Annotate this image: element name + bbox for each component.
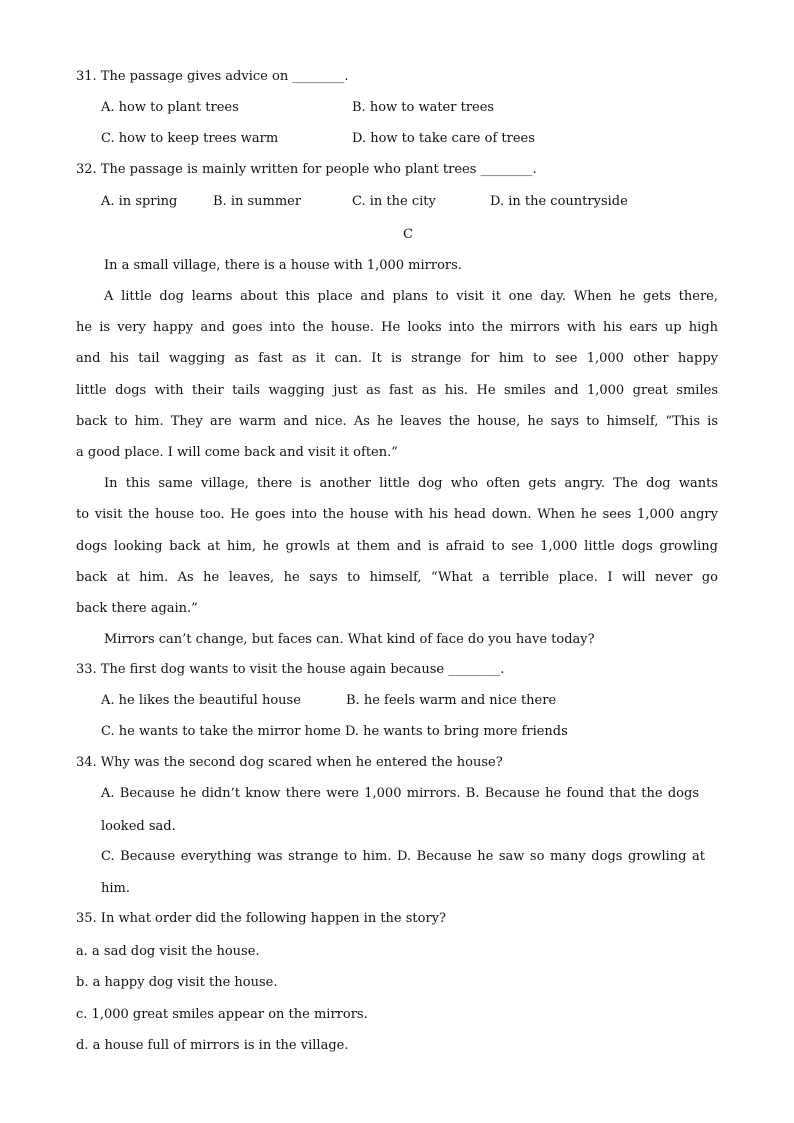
q32-option-a: A. in spring: [101, 194, 178, 209]
passage-p3-line: In this same village, there is another little dog who often gets angry. The dog wants: [104, 476, 718, 491]
q33-option-a: A. he likes the beautiful house: [101, 693, 301, 708]
q35-stem: 35. In what order did the following happen in the story?: [76, 911, 447, 926]
q35-item: c. 1,000 great smiles appear on the mirrors.: [76, 1007, 368, 1022]
q32-option-c: C. in the city: [352, 194, 436, 209]
passage-p2-line: back to him. They are warm and nice. As he leaves the house, he says to himself, “This is: [76, 414, 718, 429]
q34-stem: 34. Why was the second dog scared when he entered the house?: [76, 755, 503, 770]
passage-p3-line: back at him. As he leaves, he says to himself, “What a terrible place. I will never go: [76, 570, 718, 585]
passage-p2-line: A little dog learns about this place and plans to visit it one day. When he gets there,: [104, 289, 718, 304]
q35-item: b. a happy dog visit the house.: [76, 975, 278, 990]
q34-options-c-d: C. Because everything was strange to him. D. Because he saw so many dogs growling at: [101, 849, 705, 864]
q32-option-b: B. in summer: [213, 194, 302, 209]
q33-options-c-d: C. he wants to take the mirror home D. he wants to bring more friends: [101, 724, 568, 739]
q34-options-a-b: A. Because he didn’t know there were 1,000 mirrors. B. Because he found that the dogs: [101, 786, 699, 801]
q32-option-d: D. in the countryside: [490, 194, 628, 209]
passage-p2-line: little dogs with their tails wagging just as fast as his. He smiles and 1,000 great smiles: [76, 383, 718, 398]
q35-item: d. a house full of mirrors is in the village.: [76, 1038, 349, 1053]
passage-p2-line: a good place. I will come back and visit it often.”: [76, 445, 398, 460]
passage-p3-line: dogs looking back at him, he growls at them and is afraid to see 1,000 little dogs growling: [76, 539, 718, 554]
q33-stem: 33. The first dog wants to visit the house again because ________.: [76, 662, 505, 677]
section-heading: C: [403, 227, 413, 242]
passage-p3-line: to visit the house too. He goes into the house with his head down. When he sees 1,000 angry: [76, 507, 718, 522]
passage-paragraph-1: In a small village, there is a house with 1,000 mirrors.: [104, 258, 462, 273]
passage-paragraph-4: Mirrors can’t change, but faces can. What kind of face do you have today?: [104, 632, 595, 647]
q31-option-a: A. how to plant trees: [101, 100, 239, 115]
q31-option-c: C. how to keep trees warm: [101, 131, 279, 146]
q34-options-a-b-cont: looked sad.: [101, 819, 176, 834]
q32-stem: 32. The passage is mainly written for people who plant trees ________.: [76, 162, 537, 177]
q35-item: a. a sad dog visit the house.: [76, 944, 260, 959]
q34-options-c-d-cont: him.: [101, 881, 130, 896]
q31-stem: 31. The passage gives advice on ________.: [76, 69, 349, 84]
q31-option-b: B. how to water trees: [352, 100, 495, 115]
q31-option-d: D. how to take care of trees: [352, 131, 535, 146]
q33-option-b: B. he feels warm and nice there: [346, 693, 557, 708]
passage-p3-line: back there again.”: [76, 601, 198, 616]
passage-p2-line: and his tail wagging as fast as it can. It is strange for him to see 1,000 other happy: [76, 351, 718, 366]
passage-p2-line: he is very happy and goes into the house. He looks into the mirrors with his ears up high: [76, 320, 718, 335]
